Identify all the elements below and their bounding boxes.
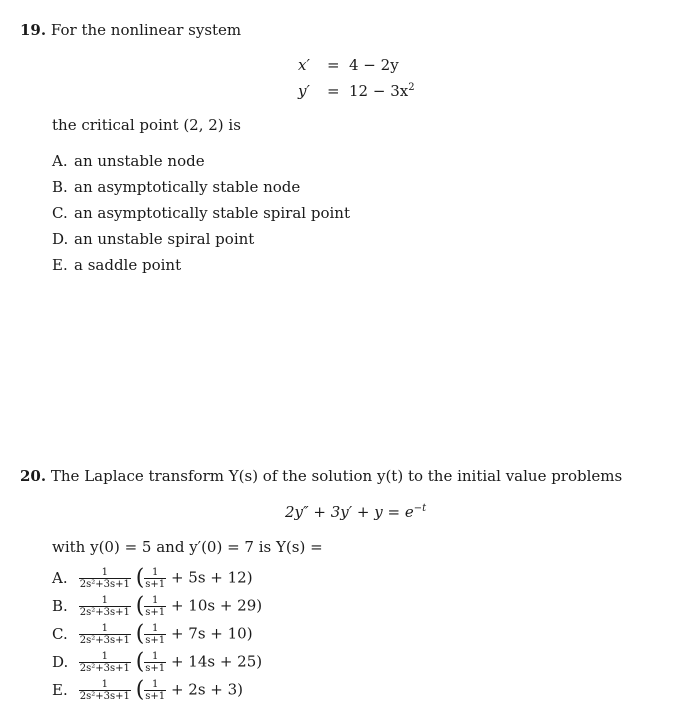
denominator: 2s²+3s+1 [79,663,130,674]
choice-text: a saddle point [74,256,182,274]
equation-rhs: 4 − 2y [349,56,399,74]
exponent: 2 [408,82,415,93]
numerator: 1 [144,595,166,607]
outer-fraction [79,567,131,590]
numerator: 1 [79,679,131,691]
choice-label: B. [52,596,68,615]
choice-20-a[interactable] [52,567,253,590]
choice-19-e[interactable] [52,256,181,274]
equals-sign: = [327,82,340,100]
question-19-header [20,21,241,39]
choice-text: an unstable spiral point [74,230,255,248]
choice-label: A. [52,152,68,170]
choice-label: D. [52,652,69,671]
inner-fraction [144,623,166,646]
open-paren: ( [135,621,145,647]
question-stem: For the nonlinear system [50,21,242,39]
choice-text: an asymptotically stable spiral point [74,204,350,222]
question-stem: The Laplace transform Y(s) of the solution y(t) to the initial value problems [50,467,623,485]
equation-1 [298,56,310,74]
initial-conditions: with y(0) = 5 and y′(0) = 7 is Y(s) = [52,538,323,556]
numerator: 1 [79,651,131,663]
equation-lhs: y′ [298,82,310,100]
choice-20-b[interactable] [52,595,262,618]
outer-fraction [79,623,131,646]
numerator: 1 [144,679,166,691]
numerator: 1 [79,623,131,635]
question-number: 19. [20,21,47,39]
question-20-header [20,467,622,485]
equals-sign: = [327,56,340,74]
exponent: −t [413,503,427,514]
choice-text: an asymptotically stable node [74,178,301,196]
outer-fraction [79,679,131,702]
open-paren: ( [135,649,145,675]
choice-label: E. [52,256,68,274]
choice-19-c[interactable] [52,204,350,222]
equation-rhs-base: 12 − 3x [349,82,409,100]
choice-label: D. [52,230,69,248]
choice-tail: + 2s + 3) [170,680,244,699]
numerator: 1 [144,651,166,663]
open-paren: ( [135,677,145,703]
choice-tail: + 7s + 10) [170,624,253,643]
choice-tail: + 5s + 12) [170,568,253,587]
choice-19-a[interactable] [52,152,205,170]
choice-label: E. [52,680,68,699]
inner-fraction [144,567,166,590]
inner-fraction [144,651,166,674]
choice-label: A. [52,568,68,587]
choice-text: an unstable node [74,152,205,170]
outer-fraction [79,595,131,618]
numerator: 1 [144,623,166,635]
equation-lhs: x′ [298,56,310,74]
denominator: s+1 [145,691,166,702]
equation-body: 2y″ + 3y′ + y = e [285,503,414,521]
outer-fraction [79,651,131,674]
question-number: 20. [20,467,47,485]
numerator: 1 [79,567,131,579]
equation-rhs [349,82,415,100]
choice-label: C. [52,624,68,643]
open-paren: ( [135,593,145,619]
denominator: 2s²+3s+1 [79,691,130,702]
open-paren: ( [135,565,145,591]
choice-19-b[interactable] [52,178,300,196]
choice-19-d[interactable] [52,230,254,248]
inner-fraction [144,595,166,618]
denominator: s+1 [145,579,166,590]
numerator: 1 [144,567,166,579]
choice-tail: + 14s + 25) [170,652,263,671]
denominator: s+1 [145,635,166,646]
equation-2 [298,82,310,100]
denominator: 2s²+3s+1 [79,635,130,646]
choice-20-c[interactable] [52,623,253,646]
choice-20-d[interactable] [52,651,262,674]
denominator: s+1 [145,663,166,674]
choice-20-e[interactable] [52,679,243,702]
denominator: s+1 [145,607,166,618]
question-prompt: the critical point (2, 2) is [52,116,241,134]
choice-label: B. [52,178,68,196]
inner-fraction [144,679,166,702]
denominator: 2s²+3s+1 [79,579,130,590]
denominator: 2s²+3s+1 [79,607,130,618]
ode-equation [285,503,426,521]
choice-label: C. [52,204,68,222]
numerator: 1 [79,595,131,607]
choice-tail: + 10s + 29) [170,596,263,615]
